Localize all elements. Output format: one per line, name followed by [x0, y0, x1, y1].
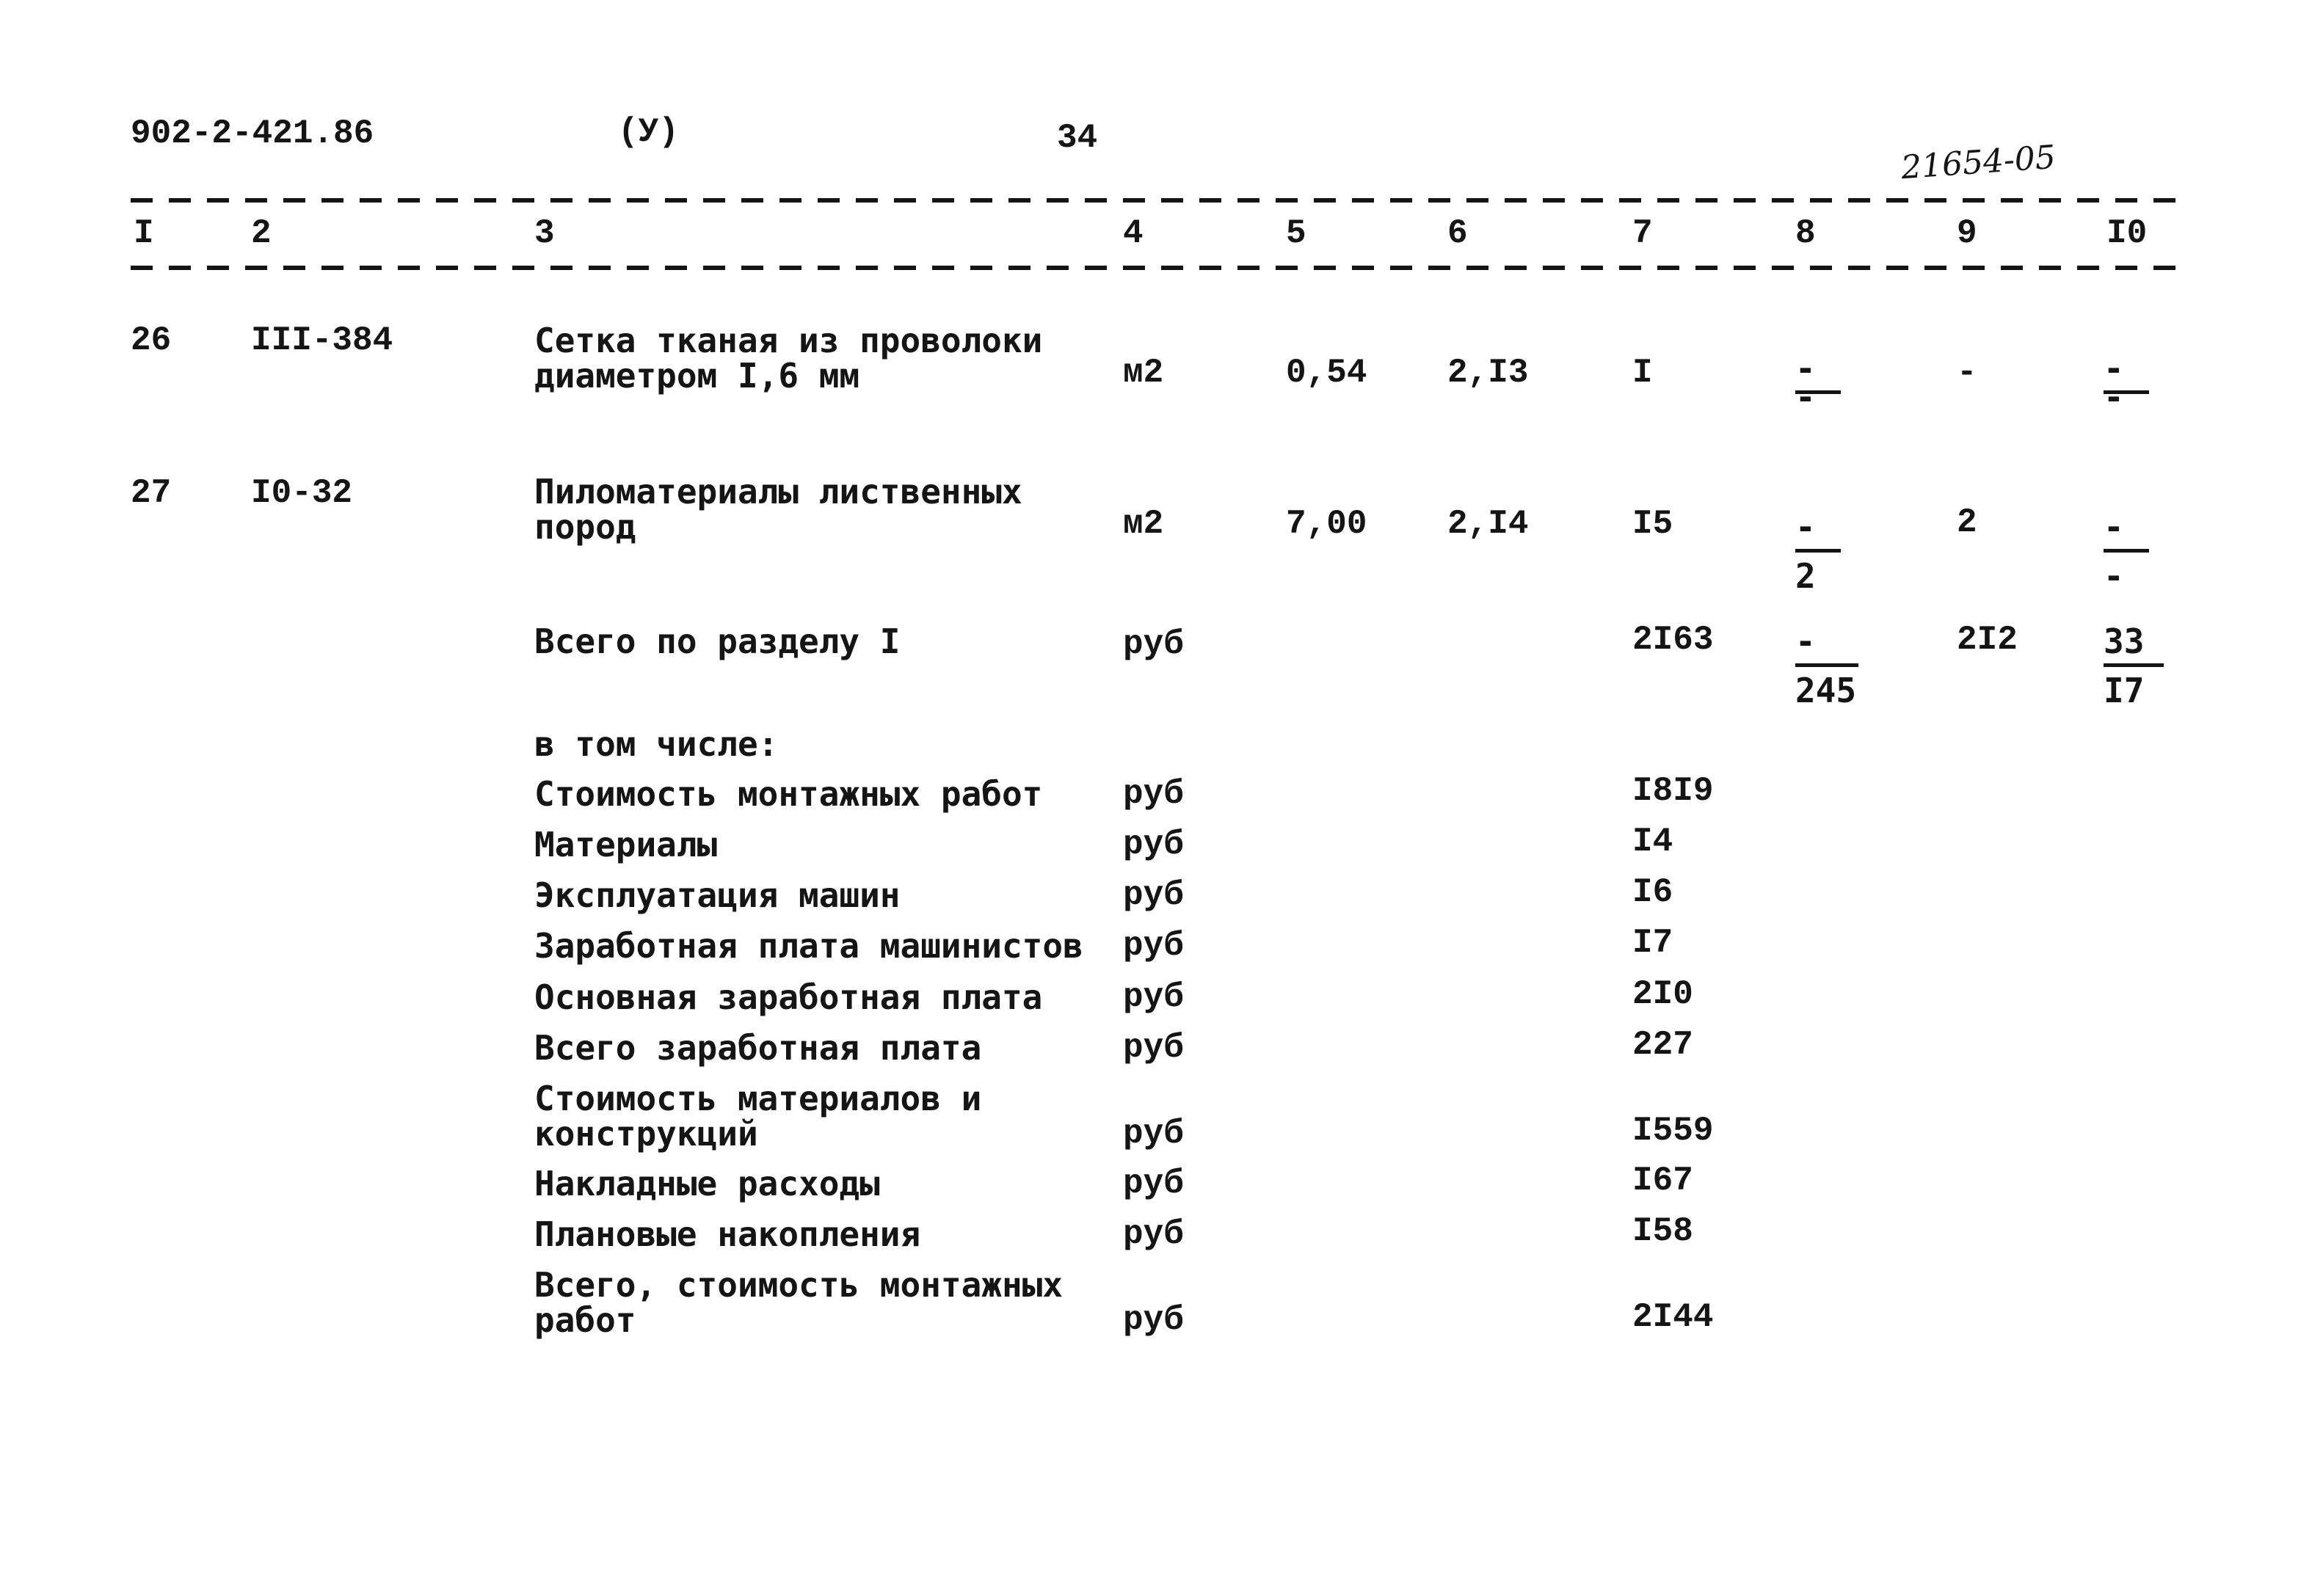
- doc-number-text: 902-2-421.86: [131, 114, 374, 153]
- col8-denominator: 2: [1795, 556, 1816, 596]
- col-header-10: I0: [2106, 214, 2148, 252]
- unit: руб: [1123, 826, 1184, 864]
- breakdown-label: Стоимость монтажных работ: [534, 774, 1043, 814]
- unit: м2: [1123, 505, 1164, 543]
- breakdown-value: I6: [1632, 873, 1673, 911]
- total-cost: 2I63: [1632, 621, 1714, 659]
- fraction-bar: [1795, 663, 1858, 667]
- unit: руб: [1123, 1029, 1184, 1067]
- unit: руб: [1123, 625, 1184, 663]
- item-name-line-2: пород: [534, 507, 636, 547]
- unit: руб: [1123, 1215, 1184, 1253]
- including-label: в том числе:: [534, 724, 779, 764]
- col8-numerator: -: [1795, 349, 1816, 388]
- breakdown-value: 2I0: [1632, 975, 1693, 1013]
- col-header-4: 4: [1123, 214, 1144, 252]
- col-header-3: 3: [534, 214, 555, 252]
- col9-value: -: [1957, 354, 1977, 392]
- breakdown-label: Эксплуатация машин: [534, 875, 901, 915]
- col10-numerator: -: [2104, 349, 2124, 388]
- col9-value: 2I2: [1957, 621, 2018, 659]
- stamp-number: 21654-05: [1900, 138, 2057, 187]
- col10-denominator: -: [2104, 556, 2124, 596]
- unit-price: 2,I3: [1447, 354, 1529, 392]
- col10-numerator: 33: [2104, 622, 2145, 661]
- fraction-bar: [2104, 549, 2149, 553]
- breakdown-label: Плановые накопления: [534, 1214, 921, 1254]
- col10-denominator: -: [2104, 377, 2124, 417]
- unit: руб: [1123, 1165, 1184, 1203]
- doc-number: [131, 116, 374, 151]
- breakdown-value: I67: [1632, 1162, 1693, 1200]
- unit: руб: [1123, 1301, 1184, 1339]
- col-header-9: 9: [1957, 214, 1977, 252]
- col-header-6: 6: [1447, 214, 1468, 252]
- total-cost: I5: [1632, 505, 1673, 543]
- section-total-label: Всего по разделу I: [534, 622, 901, 661]
- breakdown-label: Накладные расходы: [534, 1164, 880, 1203]
- col8-fraction: [1795, 624, 1861, 708]
- breakdown-value: I559: [1632, 1112, 1714, 1150]
- col-header-2: 2: [251, 214, 272, 252]
- breakdown-label-line-1: Стоимость материалов и: [534, 1079, 982, 1118]
- unit: руб: [1123, 775, 1184, 813]
- col10-denominator: I7: [2104, 671, 2145, 710]
- col10-numerator: -: [2104, 507, 2124, 547]
- breakdown-label: Материалы: [534, 825, 718, 864]
- breakdown-label: Заработная плата машинистов: [534, 926, 1083, 966]
- breakdown-value: I4: [1632, 823, 1673, 861]
- breakdown-label-line-2: работ: [534, 1300, 636, 1340]
- col-header-7: 7: [1632, 214, 1653, 252]
- unit: руб: [1123, 876, 1184, 914]
- col8-denominator: 245: [1795, 671, 1857, 710]
- series-mark: (У): [618, 113, 679, 151]
- item-name-line-2: диаметром I,6 мм: [534, 356, 860, 396]
- unit: руб: [1123, 978, 1184, 1016]
- breakdown-label: Всего заработная плата: [534, 1028, 982, 1068]
- col-header-8: 8: [1795, 214, 1816, 252]
- col8-fraction: [1795, 509, 1847, 594]
- breakdown-value: 2I44: [1632, 1298, 1714, 1336]
- unit-price: 2,I4: [1447, 505, 1529, 543]
- breakdown-value: 227: [1632, 1026, 1693, 1064]
- fraction-bar: [1795, 549, 1841, 553]
- norm-code: III-384: [251, 321, 393, 360]
- header-rule-bottom: [131, 266, 2186, 270]
- item-name-line-1: Пиломатериалы лиственных: [534, 472, 1022, 511]
- breakdown-value: I7: [1632, 924, 1673, 962]
- unit: руб: [1123, 1115, 1184, 1153]
- col8-denominator: -: [1795, 377, 1816, 417]
- col9-value: 2: [1957, 503, 1977, 542]
- breakdown-label-line-2: конструкций: [534, 1114, 758, 1154]
- col8-numerator: -: [1795, 622, 1816, 661]
- breakdown-value: I8I9: [1632, 772, 1714, 810]
- page-number: 34: [1057, 119, 1098, 157]
- quantity: 0,54: [1286, 354, 1367, 392]
- col-header-5: 5: [1286, 214, 1306, 252]
- col10-fraction: [2104, 624, 2170, 708]
- breakdown-value: I58: [1632, 1212, 1693, 1250]
- total-cost: I: [1632, 354, 1653, 392]
- breakdown-label: Основная заработная плата: [534, 977, 1043, 1017]
- quantity: 7,00: [1286, 505, 1367, 543]
- fraction-bar: [2104, 663, 2164, 667]
- unit: руб: [1123, 927, 1184, 965]
- col10-fraction: [2104, 351, 2155, 415]
- header-rule-top: [131, 198, 2186, 203]
- item-name-line-1: Сетка тканая из проволоки: [534, 321, 1043, 360]
- norm-code: I0-32: [251, 474, 353, 512]
- col8-numerator: -: [1795, 507, 1816, 547]
- breakdown-label-line-1: Всего, стоимость монтажных: [534, 1265, 1064, 1305]
- col10-fraction: [2104, 509, 2155, 594]
- row-number: 26: [131, 321, 172, 360]
- unit: м2: [1123, 354, 1164, 392]
- row-number: 27: [131, 474, 172, 512]
- col-header-1: I: [134, 214, 154, 252]
- col8-fraction: [1795, 351, 1847, 415]
